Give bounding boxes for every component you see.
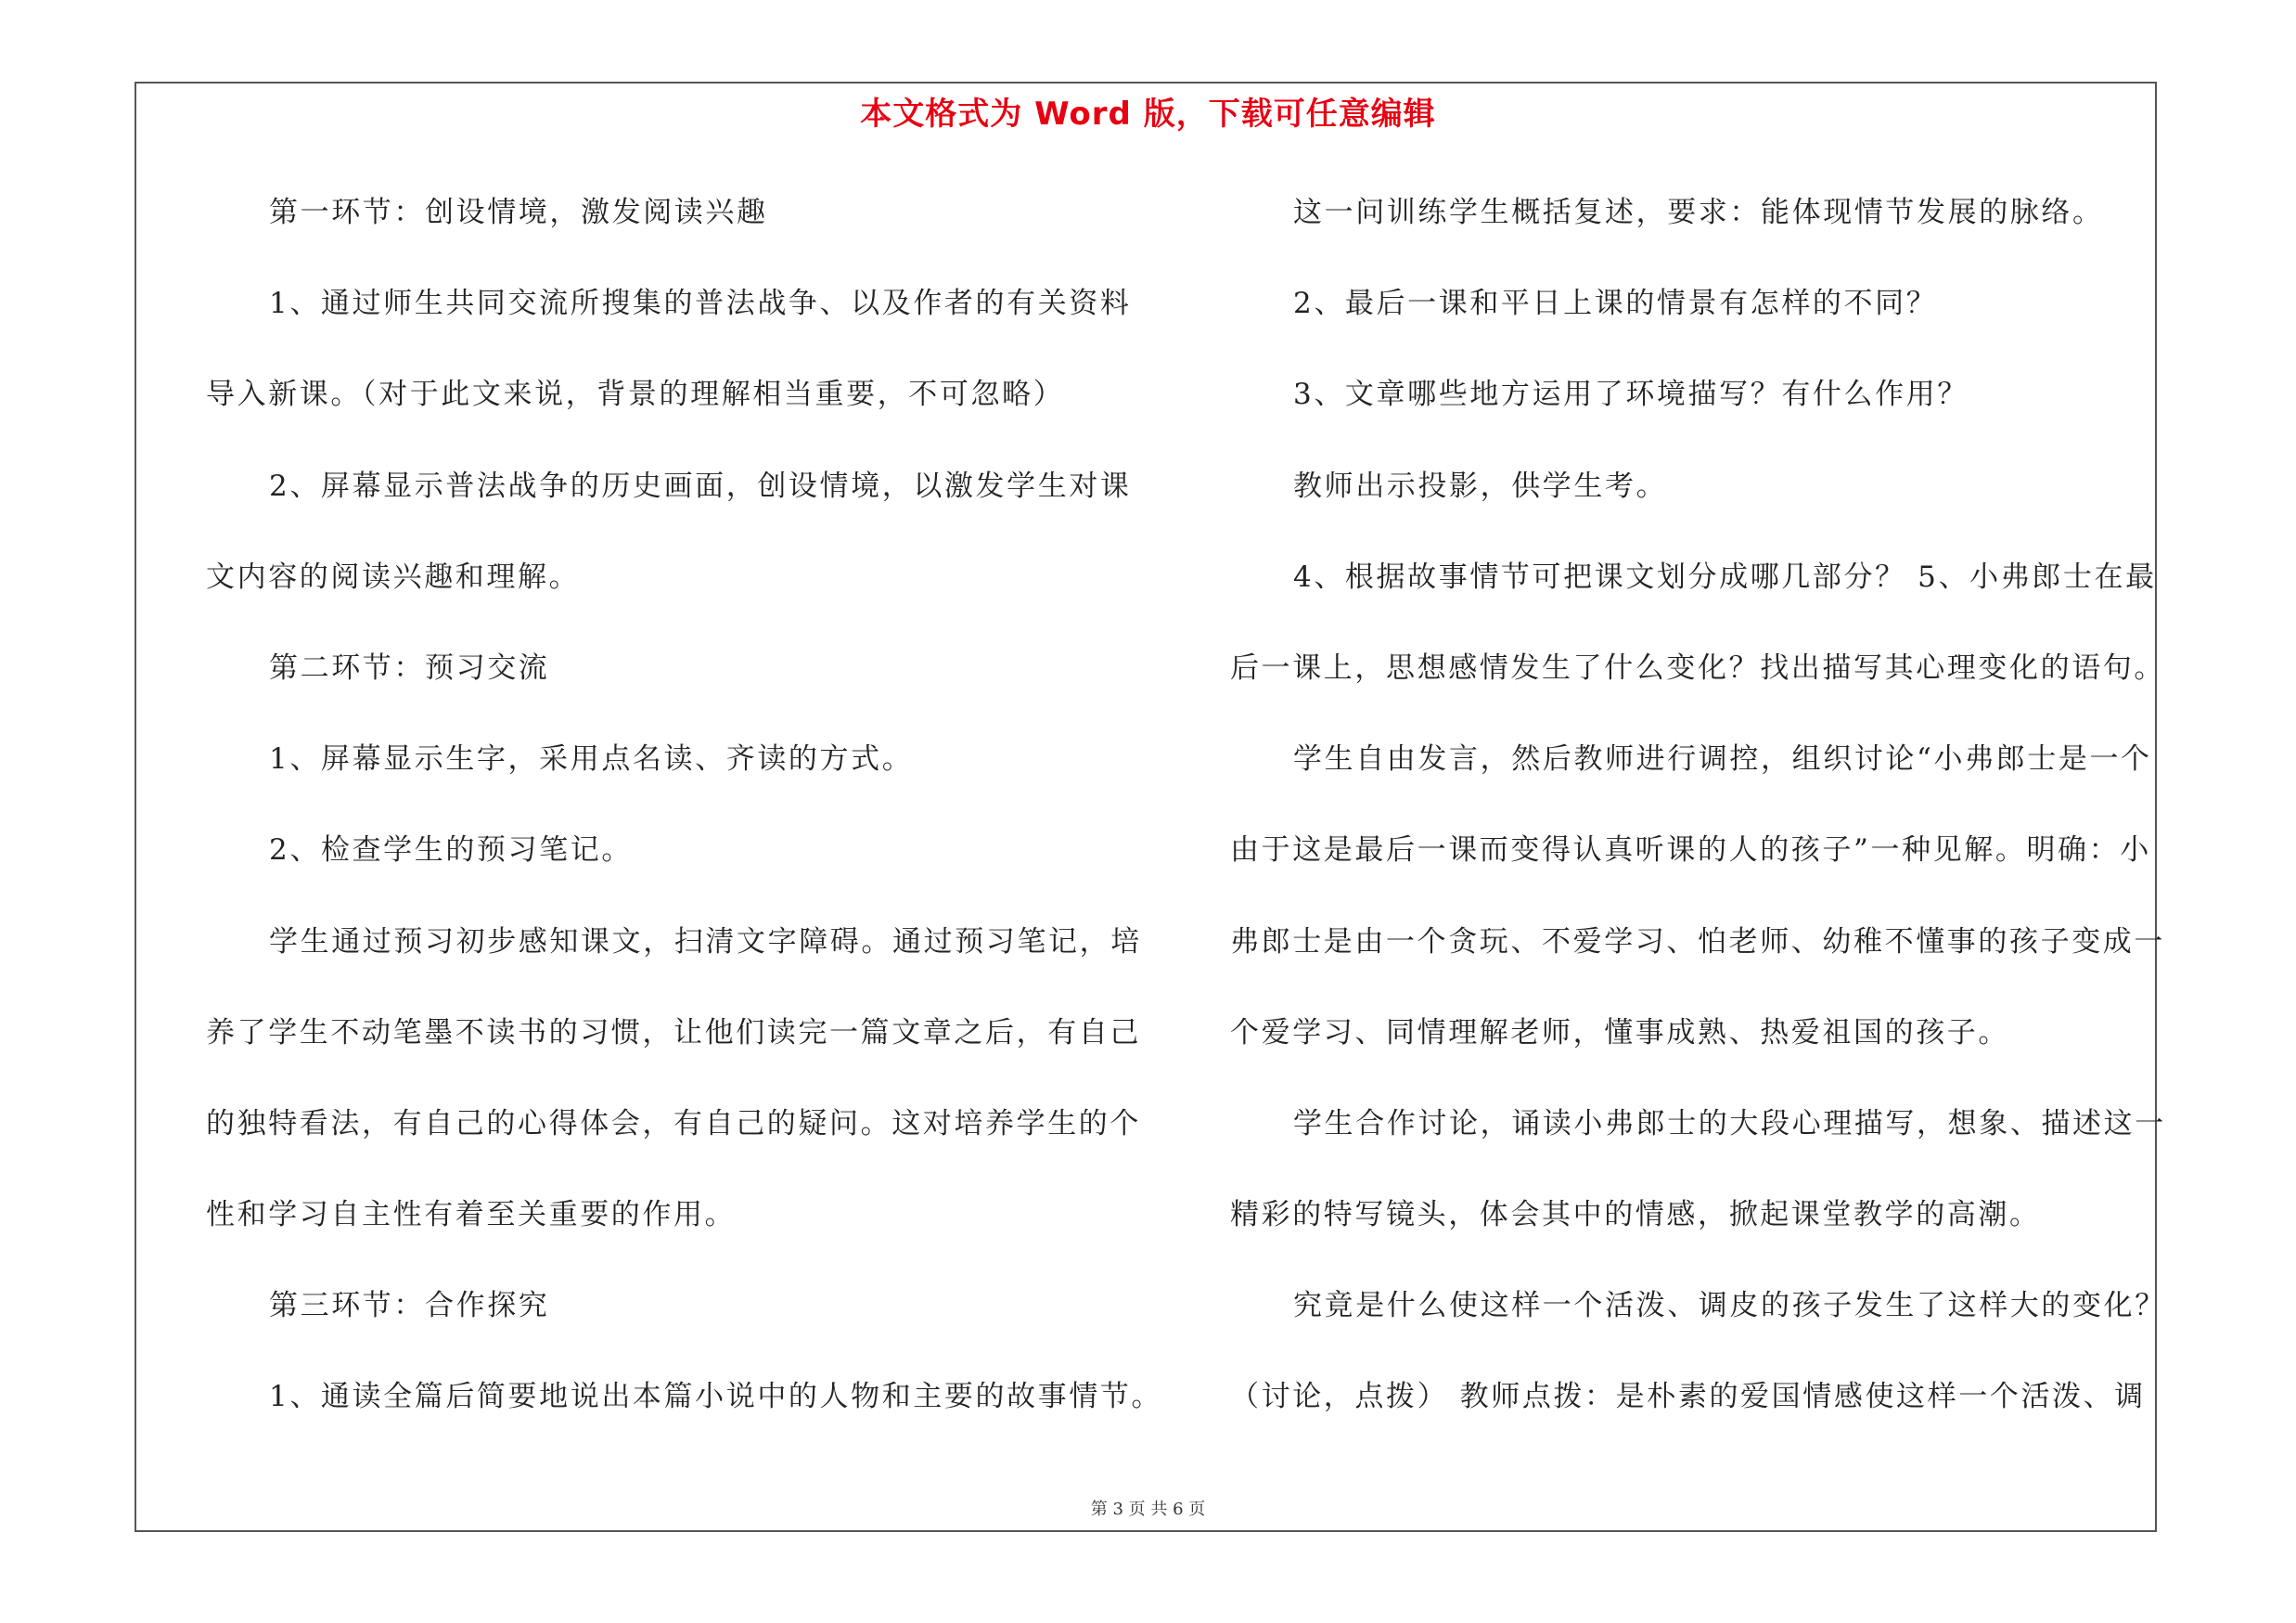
text-line: 第三环节：合作探究 xyxy=(269,1289,550,1323)
text-line: 2、屏幕显示普法战争的历史画面，创设情境，以激发学生对课 xyxy=(269,469,1132,503)
text-line: 1、屏幕显示生字，采用点名读、齐读的方式。 xyxy=(269,742,914,777)
right-column xyxy=(1230,185,2172,1461)
text-line: （讨论，点拨） 教师点拨：是朴素的爱国情感使这样一个活泼、调 xyxy=(1230,1380,2146,1414)
text-line: 性和学习自主性有着至关重要的作用。 xyxy=(206,1198,737,1232)
text-line: 学生通过预习初步感知课文，扫清文字障碍。通过预习笔记，培 xyxy=(269,924,1142,959)
text-line: 后一课上，思想感情发生了什么变化？找出描写其心理变化的语句。 xyxy=(1230,650,2165,685)
text-line: 由于这是最后一课而变得认真听课的人的孩子”一种见解。明确：小 xyxy=(1230,833,2151,868)
text-line: 学生合作讨论，诵读小弗郎士的大段心理描写，想象、描述这一 xyxy=(1293,1106,2166,1140)
text-line: 教师出示投影，供学生考。 xyxy=(1293,469,1668,503)
text-line: 精彩的特写镜头，体会其中的情感，掀起课堂教学的高潮。 xyxy=(1230,1198,2041,1232)
text-line: 1、通读全篇后简要地说出本篇小说中的人物和主要的故事情节。 xyxy=(269,1380,1163,1414)
text-line: 弗郎士是由一个贪玩、不爱学习、怕老师、幼稚不懂事的孩子变成一 xyxy=(1230,924,2165,959)
document-header: 本文格式为 Word 版，下载可任意编辑 xyxy=(860,96,1436,133)
text-line: 1、通过师生共同交流所搜集的普法战争、以及作者的有关资料 xyxy=(269,287,1132,321)
text-line: 3、文章哪些地方运用了环境描写？有什么作用？ xyxy=(1293,378,1969,412)
text-line: 4、根据故事情节可把课文划分成哪几部分？ 5、小弗郎士在最 xyxy=(1293,560,2157,594)
text-line: 个爱学习、同情理解老师，懂事成熟、热爱祖国的孩子。 xyxy=(1230,1015,2009,1050)
text-line: 的独特看法，有自己的心得体会，有自己的疑问。这对培养学生的个 xyxy=(206,1106,1141,1140)
text-line: 2、最后一课和平日上课的情景有怎样的不同？ xyxy=(1293,287,1938,321)
page-number-footer: 第 3 页 共 6 页 xyxy=(1090,1500,1206,1519)
text-line: 第一环节：创设情境，激发阅读兴趣 xyxy=(269,196,768,229)
text-line: 导入新课。（对于此文来说，背景的理解相当重要，不可忽略） xyxy=(206,378,1065,412)
text-line: 2、检查学生的预习笔记。 xyxy=(269,833,633,868)
text-line: 这一问训练学生概括复述，要求：能体现情节发展的脉络。 xyxy=(1293,196,2104,229)
text-line: 学生自由发言，然后教师进行调控，组织讨论“小弗郎士是一个 xyxy=(1293,742,2152,777)
text-line: 养了学生不动笔墨不读书的习惯，让他们读完一篇文章之后，有自己 xyxy=(206,1015,1141,1050)
text-line: 第二环节：预习交流 xyxy=(269,650,550,685)
text-line: 文内容的阅读兴趣和理解。 xyxy=(206,560,581,594)
left-column xyxy=(206,185,1163,1461)
text-line: 究竟是什么使这样一个活泼、调皮的孩子发生了这样大的变化？ xyxy=(1293,1289,2166,1323)
